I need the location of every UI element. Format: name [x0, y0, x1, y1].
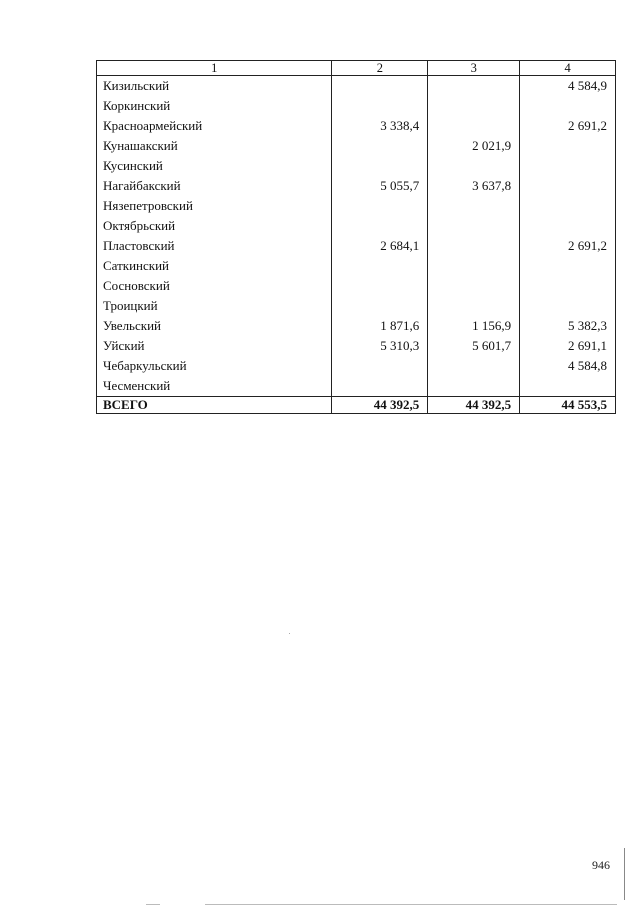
total-value-col4: 44 553,5	[520, 397, 616, 414]
district-name-cell: Кусинский	[97, 156, 332, 176]
column-header: 2	[332, 61, 428, 76]
district-name-cell: Кизильский	[97, 76, 332, 97]
district-name-cell: Чебаркульский	[97, 356, 332, 376]
table-row	[97, 236, 616, 256]
value-cell-col4	[520, 256, 616, 276]
table-row	[97, 336, 616, 356]
district-name-cell: Коркинский	[97, 96, 332, 116]
table-row	[97, 176, 616, 196]
scan-edge-line	[624, 848, 625, 900]
district-name-cell: Кунашакский	[97, 136, 332, 156]
district-name-cell: Октябрьский	[97, 216, 332, 236]
value-cell-col4	[520, 136, 616, 156]
value-cell-col4: 2 691,2	[520, 236, 616, 256]
district-name-cell: Пластовский	[97, 236, 332, 256]
table-row	[97, 216, 616, 236]
table-row	[97, 76, 616, 97]
table-row	[97, 196, 616, 216]
value-cell-col3	[428, 356, 520, 376]
value-cell-col2	[332, 376, 428, 397]
value-cell-col3: 5 601,7	[428, 336, 520, 356]
table-row	[97, 96, 616, 116]
column-header: 3	[428, 61, 520, 76]
value-cell-col2	[332, 296, 428, 316]
value-cell-col4: 4 584,9	[520, 76, 616, 97]
value-cell-col2	[332, 136, 428, 156]
district-name-cell: Красноармейский	[97, 116, 332, 136]
value-cell-col4	[520, 96, 616, 116]
value-cell-col2: 5 310,3	[332, 336, 428, 356]
table-row	[97, 276, 616, 296]
value-cell-col4: 2 691,1	[520, 336, 616, 356]
district-name-cell: Саткинский	[97, 256, 332, 276]
table-header-row	[97, 61, 616, 76]
value-cell-col4: 2 691,2	[520, 116, 616, 136]
value-cell-col2	[332, 156, 428, 176]
value-cell-col2	[332, 76, 428, 97]
value-cell-col3	[428, 256, 520, 276]
value-cell-col4	[520, 196, 616, 216]
district-name-cell: Увельский	[97, 316, 332, 336]
table-row	[97, 256, 616, 276]
value-cell-col4	[520, 296, 616, 316]
allocation-table	[96, 60, 616, 414]
table-row	[97, 116, 616, 136]
value-cell-col2: 3 338,4	[332, 116, 428, 136]
value-cell-col3	[428, 96, 520, 116]
value-cell-col3	[428, 196, 520, 216]
value-cell-col3: 2 021,9	[428, 136, 520, 156]
district-name-cell: Сосновский	[97, 276, 332, 296]
value-cell-col3	[428, 156, 520, 176]
total-row	[97, 397, 616, 414]
value-cell-col4	[520, 176, 616, 196]
value-cell-col3	[428, 376, 520, 397]
value-cell-col4	[520, 156, 616, 176]
value-cell-col3: 3 637,8	[428, 176, 520, 196]
table-row	[97, 376, 616, 397]
value-cell-col2: 5 055,7	[332, 176, 428, 196]
value-cell-col3	[428, 116, 520, 136]
table-row	[97, 356, 616, 376]
value-cell-col4: 4 584,8	[520, 356, 616, 376]
district-name-cell: Троицкий	[97, 296, 332, 316]
table-row	[97, 316, 616, 336]
value-cell-col2	[332, 96, 428, 116]
column-header: 1	[97, 61, 332, 76]
table-row	[97, 156, 616, 176]
value-cell-col4: 5 382,3	[520, 316, 616, 336]
value-cell-col4	[520, 276, 616, 296]
value-cell-col3: 1 156,9	[428, 316, 520, 336]
value-cell-col2	[332, 196, 428, 216]
value-cell-col2	[332, 256, 428, 276]
district-name-cell: Нагайбакский	[97, 176, 332, 196]
value-cell-col2	[332, 216, 428, 236]
value-cell-col3	[428, 296, 520, 316]
value-cell-col4	[520, 376, 616, 397]
page-number: 946	[592, 858, 610, 872]
value-cell-col2: 1 871,6	[332, 316, 428, 336]
value-cell-col3	[428, 236, 520, 256]
table-row	[97, 136, 616, 156]
scan-speck	[289, 633, 290, 634]
value-cell-col3	[428, 76, 520, 97]
value-cell-col3	[428, 216, 520, 236]
district-name-cell: Нязепетровский	[97, 196, 332, 216]
value-cell-col4	[520, 216, 616, 236]
district-name-cell: Уйский	[97, 336, 332, 356]
value-cell-col2	[332, 276, 428, 296]
value-cell-col3	[428, 276, 520, 296]
total-value-col2: 44 392,5	[332, 397, 428, 414]
value-cell-col2: 2 684,1	[332, 236, 428, 256]
table-row	[97, 296, 616, 316]
district-name-cell: Чесменский	[97, 376, 332, 397]
total-label-cell: ВСЕГО	[97, 397, 332, 414]
column-header: 4	[520, 61, 616, 76]
total-value-col3: 44 392,5	[428, 397, 520, 414]
value-cell-col2	[332, 356, 428, 376]
